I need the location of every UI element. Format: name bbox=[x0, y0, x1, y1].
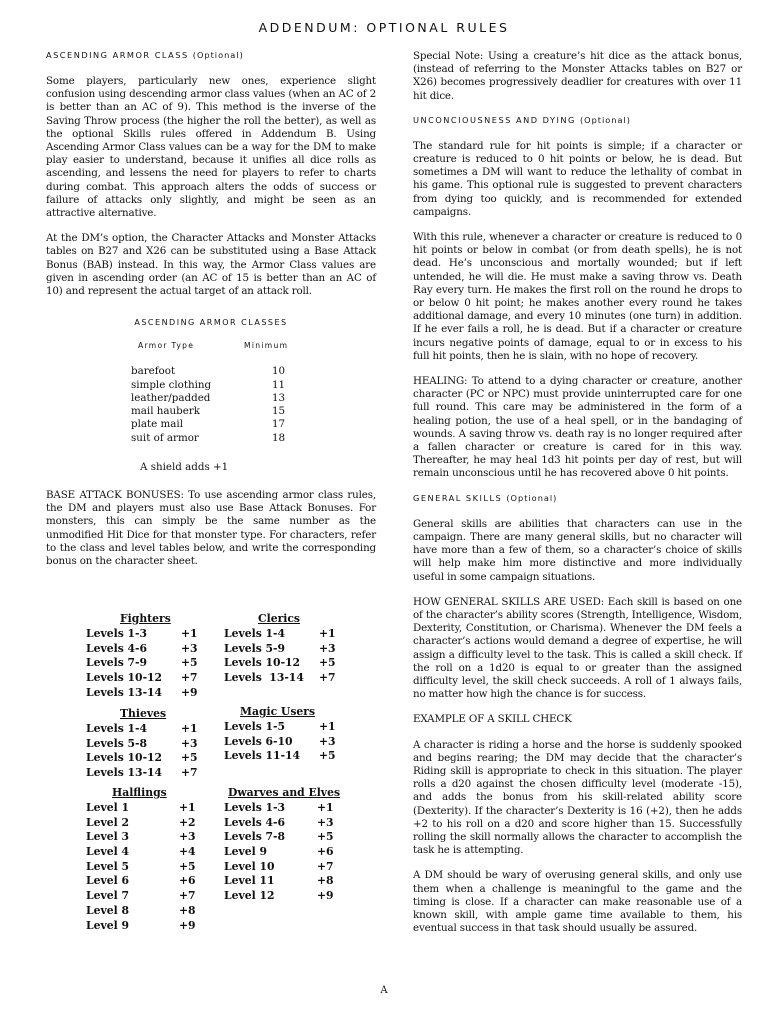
paragraph: With this rule, whenever a character or creature is reduced to 0 hit points or below in combat (or from death spells), he is not dead. He’s unconscious and mortally wounded; but if left untended, he will die. He must make a saving throw vs. Death Ray every turn. He makes the first roll on the round he drops to or below 0 hit point; he makes another every round he takes additional damage, and every 10 minutes (one turn) in addition. If he ever fails a roll, he is dead. But if a character or creature incurs negative points of damage, equal to or in excess to his full hit points, then he is slain, with no hope of recovery. bbox=[413, 231, 742, 362]
level: Levels 1-5 bbox=[224, 720, 286, 733]
group-heading: Thieves bbox=[120, 707, 167, 720]
heading-text: ASCENDING ARMOR CLASS bbox=[46, 50, 189, 60]
level: Levels 11-14 bbox=[224, 749, 301, 763]
bonus: +7 bbox=[319, 671, 336, 685]
paragraph: At the DM’s option, the Character Attacks and Monster Attacks tables on B27 and X26 can be substituted using a Base Attack Bonus (BAB) instead. In this way, the Armor Class values are given in ascending order (an AC of 15 is better than an AC of 10) and represent the actual target of an attack roll. bbox=[46, 232, 376, 298]
table-row bbox=[86, 815, 196, 831]
level: Level 12 bbox=[224, 889, 275, 903]
table-row bbox=[86, 641, 198, 657]
table-row bbox=[86, 918, 196, 934]
level: Level 8 bbox=[86, 903, 129, 917]
shield-note: A shield adds +1 bbox=[140, 461, 229, 474]
table-row bbox=[224, 734, 336, 750]
level: Level 11 bbox=[224, 874, 275, 888]
section-heading-ascending-armor-class bbox=[46, 50, 376, 60]
bonus: +1 bbox=[319, 720, 336, 733]
armor-minimum: 10 bbox=[272, 365, 286, 378]
bonus: +5 bbox=[319, 749, 336, 763]
level: Levels 1-3 bbox=[224, 801, 286, 814]
armor-minimum: 15 bbox=[272, 405, 286, 418]
bonus: +5 bbox=[319, 656, 336, 670]
table-row bbox=[224, 816, 340, 831]
bonus: +3 bbox=[179, 830, 196, 844]
bonus: +6 bbox=[317, 845, 334, 859]
table-row bbox=[86, 627, 198, 642]
armor-minimum: 13 bbox=[272, 391, 286, 404]
group-heading: Fighters bbox=[120, 612, 171, 625]
table-row bbox=[86, 801, 196, 816]
table-row bbox=[86, 889, 196, 904]
bonus: +9 bbox=[317, 889, 334, 903]
level: Level 6 bbox=[86, 874, 129, 888]
level: Level 7 bbox=[86, 889, 129, 903]
level: Levels 4-6 bbox=[224, 815, 286, 829]
table-row bbox=[86, 751, 198, 766]
table-row bbox=[86, 685, 198, 701]
table-row bbox=[86, 736, 198, 752]
paragraph: HOW GENERAL SKILLS ARE USED: Each skill is based on one of the character’s ability scores (Strength, Intelligence, Wisdom, Dexterity, Constitution, or Charisma). Whenever the DM feels a character’s actions would demand a degree of expertise, he will assign a difficulty level to the task. This is called a skill check. If the roll on a 1d20 is equal to or greater than the assigned difficulty level, the skill check succeeds. A roll of 1 always fails, no matter how high the chance is for success. bbox=[413, 595, 742, 701]
special-note: Special Note: Using a creature’s hit dice as the attack bonus, (instead of referring to the Monster Attacks tables on B27 or X26) becomes progressively deadlier for creatures with over 11 hit dice. bbox=[413, 50, 742, 102]
table-row bbox=[86, 656, 198, 671]
level: Level 1 bbox=[86, 801, 129, 814]
level: Levels 5-8 bbox=[86, 736, 148, 750]
level: Levels 1-3 bbox=[86, 627, 148, 640]
bab-group-dwarves-and-elves bbox=[224, 786, 340, 904]
table-row bbox=[224, 860, 340, 875]
bonus: +8 bbox=[179, 903, 196, 917]
bonus: +1 bbox=[181, 722, 198, 735]
paragraph: HEALING: To attend to a dying character or creature, another character (PC or NPC) must provide uninterrupted care for one full round. This care may be administered in the form of a healing potion, the use of a heal spell, or in the bandaging of wounds. A saving throw vs. death ray is no longer required after a fallen character or creature is cared for in this way. Thereafter, he may heal 1d3 hit points per day of rest, but will remain unconscious until he has recovered above 0 hit points. bbox=[413, 375, 742, 480]
table-row bbox=[86, 859, 196, 875]
bonus: +5 bbox=[181, 656, 198, 670]
group-heading: Magic Users bbox=[240, 705, 316, 718]
level: Level 2 bbox=[86, 815, 129, 829]
optional-tag: (Optional) bbox=[506, 492, 558, 503]
paragraph: A character is riding a horse and the horse is suddenly spooked and begins rearing; the DM may decide that the character’s Riding skill is appropriate to check in this situation. The player rolls a d20 against the chosen difficulty level (moderate -15), and adds the bonus from his skill-related ability score (Dexterity). If the character’s Dexterity is 16 (+2), then he adds +2 to his roll on a d20 and score higher than 15. Successfully rolling the skill normally allows the character to accomplish the task he is attempting. bbox=[413, 738, 742, 857]
bonus: +9 bbox=[181, 685, 198, 699]
section-heading-unconsciousness-and-dying bbox=[413, 115, 742, 125]
level: Level 10 bbox=[224, 859, 275, 873]
table-row bbox=[46, 365, 376, 378]
bonus: +9 bbox=[179, 918, 196, 932]
armor-type: simple clothing bbox=[131, 378, 212, 391]
table-row bbox=[86, 766, 198, 781]
level: Levels 13-14 bbox=[86, 685, 163, 699]
table-row bbox=[46, 418, 376, 431]
group-heading: Clerics bbox=[258, 612, 301, 625]
bab-group-magic-users bbox=[224, 705, 336, 764]
bab-group-halflings bbox=[86, 786, 196, 933]
armor-type: suit of armor bbox=[131, 431, 199, 444]
table-row bbox=[46, 379, 376, 392]
left-column bbox=[46, 50, 376, 580]
bonus: +1 bbox=[317, 801, 334, 814]
column-header-minimum: Minimum bbox=[244, 341, 289, 351]
table-row bbox=[224, 641, 336, 657]
table-header bbox=[46, 341, 376, 353]
right-column bbox=[413, 50, 742, 947]
bab-group-thieves bbox=[86, 707, 198, 781]
level: Levels 10-12 bbox=[224, 656, 301, 670]
level: Level 9 bbox=[224, 845, 267, 859]
table-row bbox=[86, 722, 198, 737]
table-row bbox=[224, 749, 336, 764]
bab-group-fighters bbox=[86, 612, 198, 700]
bonus: +3 bbox=[317, 815, 334, 829]
bonus: +3 bbox=[181, 641, 198, 655]
optional-tag: (Optional) bbox=[192, 50, 244, 60]
level: Levels 1-4 bbox=[224, 627, 286, 640]
table-row bbox=[86, 874, 196, 889]
subheading-example: EXAMPLE OF A SKILL CHECK bbox=[413, 713, 572, 726]
paragraph: BASE ATTACK BONUSES: To use ascending armor class rules, the DM and players must also use Base Attack Bonuses. For monsters, this can simply be the same number as the unmodified Hit Dice for that monster type. For characters, refer to the class and level tables below, and write the corresponding bonus on the character sheet. bbox=[46, 489, 376, 568]
level: Levels 6-10 bbox=[224, 734, 293, 748]
table-title: ASCENDING ARMOR CLASSES bbox=[134, 318, 288, 328]
level: Levels 10-12 bbox=[86, 671, 163, 685]
paragraph: General skills are abilities that characters can use in the campaign. There are many general skills, but no character will have more than a few of them, so a character’s choice of skills will help make him more distinctive and more individually useful in some campaign situations. bbox=[413, 517, 742, 583]
bonus: +1 bbox=[319, 627, 336, 640]
table-row bbox=[224, 627, 336, 642]
group-heading: Dwarves and Elves bbox=[228, 786, 341, 799]
bonus: +5 bbox=[181, 751, 198, 765]
heading-text: UNCONCIOUSNESS AND DYING bbox=[413, 114, 576, 125]
bonus: +5 bbox=[317, 830, 334, 844]
bonus: +1 bbox=[181, 627, 198, 640]
table-row bbox=[46, 392, 376, 405]
bonus: +1 bbox=[179, 801, 196, 814]
armor-class-table bbox=[46, 365, 376, 445]
table-row bbox=[46, 432, 376, 445]
armor-type: leather/padded bbox=[131, 391, 211, 404]
section-heading-general-skills bbox=[413, 493, 742, 503]
table-row bbox=[224, 830, 340, 845]
level: Level 4 bbox=[86, 845, 129, 859]
level: Levels 1-4 bbox=[86, 722, 148, 735]
table-row bbox=[224, 801, 340, 816]
table-row bbox=[224, 889, 340, 904]
bonus: +6 bbox=[179, 874, 196, 888]
level: Levels 5-9 bbox=[224, 641, 286, 655]
bonus: +7 bbox=[181, 671, 198, 685]
armor-type: mail hauberk bbox=[131, 405, 201, 418]
level: Level 3 bbox=[86, 830, 129, 844]
level: Levels 10-12 bbox=[86, 751, 163, 765]
armor-minimum: 17 bbox=[272, 418, 286, 431]
bonus: +5 bbox=[179, 859, 196, 873]
table-row bbox=[224, 720, 336, 735]
table-row bbox=[46, 405, 376, 418]
table-row bbox=[224, 656, 336, 671]
armor-minimum: 18 bbox=[272, 431, 286, 444]
page-title: ADDENDUM: OPTIONAL RULES bbox=[258, 20, 510, 35]
heading-text: GENERAL SKILLS bbox=[413, 492, 503, 503]
armor-type: plate mail bbox=[131, 418, 184, 431]
column-header-armor-type: Armor Type bbox=[138, 341, 195, 351]
page-footer: A bbox=[380, 985, 388, 996]
table-row bbox=[86, 903, 196, 919]
bonus: +3 bbox=[181, 736, 198, 750]
table-row bbox=[86, 830, 196, 845]
bab-group-clerics bbox=[224, 612, 336, 686]
armor-type: barefoot bbox=[131, 365, 176, 378]
optional-tag: (Optional) bbox=[579, 114, 631, 125]
group-heading: Halflings bbox=[112, 786, 167, 799]
table-row bbox=[224, 874, 340, 889]
level: Levels 4-6 bbox=[86, 641, 148, 655]
bonus: +3 bbox=[319, 734, 336, 748]
level: Levels 7-9 bbox=[86, 656, 148, 670]
paragraph: A DM should be wary of overusing general skills, and only use them when a challenge is meaningful to the game and the timing is close. If a character can make reasonable use of a known skill, with ample game time available to them, his eventual success in that task should usually be assured. bbox=[413, 869, 742, 935]
paragraph: Some players, particularly new ones, experience slight confusion using descending armor class values (when an AC of 2 is better than an AC of 9). This method is the inverse of the Saving Throw process (the higher the roll the better), as well as the optional Skills rules offered in Addendum B. Using Ascending Armor Class values can be a way for the DM to make play easier to understand, because it unifies all dice rolls as ascending, and lessens the need for players to refer to charts during combat. This approach alters the odds of success or failure of attacks only slightly, and might be seen as an attractive alternative. bbox=[46, 75, 376, 220]
base-attack-bonus-tables bbox=[86, 612, 346, 942]
bonus: +3 bbox=[319, 641, 336, 655]
bonus: +8 bbox=[317, 874, 334, 888]
table-row bbox=[224, 671, 336, 686]
bonus: +7 bbox=[181, 766, 198, 780]
bonus: +7 bbox=[179, 889, 196, 903]
table-row bbox=[224, 845, 340, 860]
table-row bbox=[86, 671, 198, 686]
paragraph: The standard rule for hit points is simple; if a character or creature is reduced to 0 hit points or below, he is dead. But sometimes a DM will want to reduce the lethality of combat in his game. This optional rule is suggested to prevent characters from dying too quickly, and is recommended for extended campaigns. bbox=[413, 139, 742, 218]
table-row bbox=[86, 845, 196, 860]
bonus: +2 bbox=[179, 815, 196, 829]
armor-minimum: 11 bbox=[272, 378, 286, 391]
level: Levels 7-8 bbox=[224, 830, 286, 844]
bonus: +7 bbox=[317, 859, 334, 873]
level: Levels 13-14 bbox=[224, 671, 304, 685]
level: Level 5 bbox=[86, 859, 129, 873]
level: Level 9 bbox=[86, 918, 129, 932]
bonus: +4 bbox=[179, 845, 196, 859]
level: Levels 13-14 bbox=[86, 766, 163, 780]
